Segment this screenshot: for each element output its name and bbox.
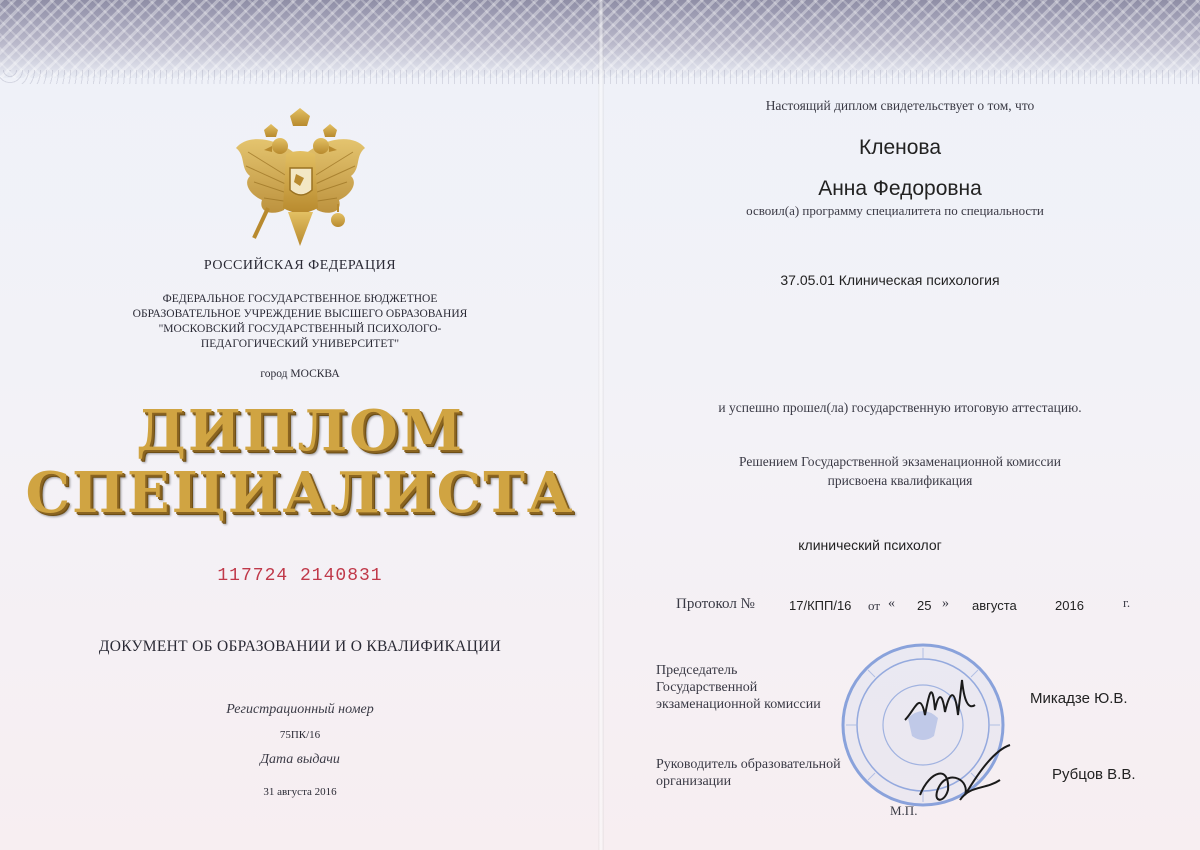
graduate-given-names: Анна Федоровна xyxy=(818,177,982,200)
chairman-name: Микадзе Ю.В. xyxy=(1030,690,1128,707)
protocol-year-suffix: г. xyxy=(1123,595,1131,610)
quote-open: « xyxy=(888,596,895,611)
commission-decision xyxy=(650,452,1150,490)
head-title-line: организации xyxy=(656,774,732,789)
organization-line: ОБРАЗОВАТЕЛЬНОЕ УЧРЕЖДЕНИЕ ВЫСШЕГО ОБРАЗОВАНИЯ xyxy=(132,308,468,320)
attestation-text: и успешно прошел(ла) государственную итоговую аттестацию. xyxy=(718,400,1082,415)
decision-line: присвоена квалификация xyxy=(827,473,973,488)
quote-close: » xyxy=(942,596,949,611)
chairman-title-line: Государственной xyxy=(656,680,758,695)
mastered-program-text: освоил(а) программу специалитета по специальности xyxy=(746,203,1044,218)
country-name: РОССИЙСКАЯ ФЕДЕРАЦИЯ xyxy=(203,258,397,273)
serial-number: 117724 2140831 xyxy=(217,566,383,586)
seal-place-mark: М.П. xyxy=(890,803,918,818)
qualification: клинический психолог xyxy=(798,537,942,553)
chairman-title-line: экзаменационной комиссии xyxy=(656,697,821,712)
issue-date-label: Дата выдачи xyxy=(260,752,340,767)
city: город МОСКВА xyxy=(260,368,340,380)
issue-date: 31 августа 2016 xyxy=(263,786,337,798)
diploma-title-line1: ДИПЛОМ xyxy=(136,398,464,464)
specialty: 37.05.01 Клиническая психология xyxy=(780,272,1000,288)
organization-head-title xyxy=(656,756,896,790)
registration-number-label: Регистрационный номер xyxy=(226,702,374,717)
protocol-label: Протокол № xyxy=(676,596,755,612)
chairman-signature-icon xyxy=(900,670,1000,730)
graduate-surname: Кленова xyxy=(858,136,942,159)
head-signature-icon xyxy=(910,740,1020,810)
protocol-number: 17/КПП/16 xyxy=(789,598,852,613)
intro-text: Настоящий диплом свидетельствует о том, что xyxy=(765,98,1035,113)
commission-chairman-title xyxy=(656,662,886,713)
chairman-title-line: Председатель xyxy=(656,663,738,678)
head-title-line: Руководитель образовательной xyxy=(656,757,841,772)
organization-line: ФЕДЕРАЛЬНОЕ ГОСУДАРСТВЕННОЕ БЮДЖЕТНОЕ xyxy=(162,293,438,305)
double-headed-eagle-emblem-icon xyxy=(228,108,373,258)
head-name: Рубцов В.В. xyxy=(1052,766,1136,783)
protocol-from: от xyxy=(868,598,881,613)
organization-line: ПЕДАГОГИЧЕСКИЙ УНИВЕРСИТЕТ" xyxy=(200,338,400,350)
document-type: ДОКУМЕНТ ОБ ОБРАЗОВАНИИ И О КВАЛИФИКАЦИИ xyxy=(98,638,502,655)
protocol-month: августа xyxy=(972,598,1017,613)
organization-name xyxy=(100,292,500,352)
decision-line: Решением Государственной экзаменационной комиссии xyxy=(739,454,1061,469)
diploma-title-line2: СПЕЦИАЛИСТА xyxy=(25,460,575,526)
organization-line: "МОСКОВСКИЙ ГОСУДАРСТВЕННЫЙ ПСИХОЛОГО- xyxy=(158,323,442,335)
protocol-year: 2016 xyxy=(1055,598,1084,613)
protocol-day: 25 xyxy=(917,598,932,613)
registration-number: 75ПК/16 xyxy=(279,729,321,741)
